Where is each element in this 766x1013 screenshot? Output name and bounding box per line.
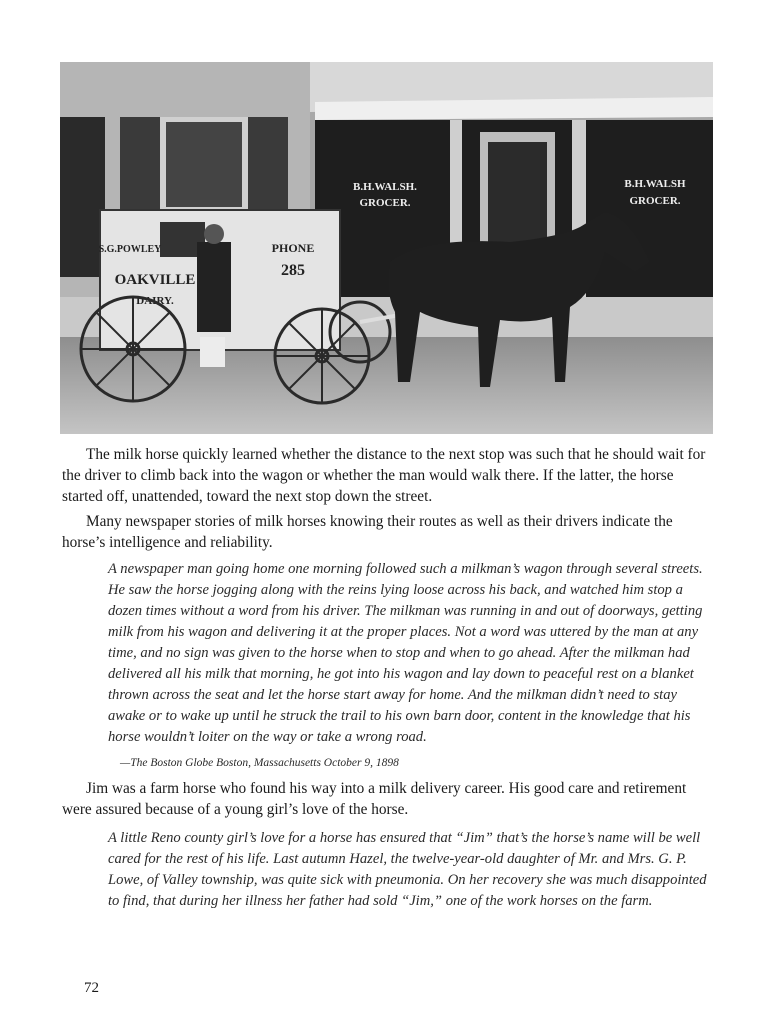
sign-walsh-right: B.H.WALSH	[624, 178, 686, 190]
svg-text:OAKVILLE: OAKVILLE	[114, 272, 196, 288]
body-paragraph: Many newspaper stories of milk horses knowing their routes as well as their drivers indicate the horse’s intelligence and reliability.	[62, 513, 673, 551]
svg-text:DAIRY.: DAIRY.	[136, 295, 174, 307]
svg-text:285: 285	[281, 262, 305, 279]
svg-text:GROCER.: GROCER.	[629, 195, 681, 207]
milk-wagon-photo	[60, 62, 713, 434]
svg-text:PHONE: PHONE	[271, 241, 315, 255]
body-paragraph: Jim was a farm horse who found his way into a milk delivery career. His good care and retirement were assured because of a young girl’s love of the horse.	[62, 780, 687, 818]
quote-citation: —The Boston Globe Boston, Massachusetts October 9, 1898	[120, 757, 399, 769]
sign-walsh-left: B.H.WALSH.	[353, 181, 417, 193]
page-body	[62, 444, 714, 912]
svg-text:S.G.POWLEY: S.G.POWLEY	[98, 244, 162, 255]
body-paragraph: The milk horse quickly learned whether the distance to the next stop was such that he should wait for the driver to climb back into the wagon or whether the man would walk there. If the latter, the horse started off, unattended, toward the next stop down the street.	[62, 446, 706, 505]
svg-text:GROCER.: GROCER.	[359, 197, 411, 209]
block-quote: A newspaper man going home one morning followed such a milkman’s wagon through several streets. He saw the horse jogging along with the reins lying loose across his back, and watched him stop a dozen times without a word from his driver. The milkman was running in and out of doorways, getting milk from his wagon and delivering it at the proper places. Not a word was uttered by the man at any time, and no sign was given to the horse when to stop and when to go ahead. After the milkman had delivered all his milk that morning, he got into his wagon and lay down to peaceful rest on a blanket thrown across the seat and let the horse start away for home. And the milkman didn’t need to stay awake or to wake up until he struck the trail to his own barn door, content in the knowledge that his horse wouldn’t loiter on the way or take a wrong road.	[108, 561, 703, 745]
page-number: 72	[84, 980, 99, 996]
block-quote: A little Reno county girl’s love for a horse has ensured that “Jim” that’s the horse’s name will be well cared for the rest of his life. Last autumn Hazel, the twelve-year-old daughter of Mr. and Mrs. G. P. Lowe, of Valley township, was quite sick with pneumonia. On her recovery she was much disappointed to find, that during her illness her father had sold “Jim,” one of the work horses on the farm.	[108, 830, 707, 909]
